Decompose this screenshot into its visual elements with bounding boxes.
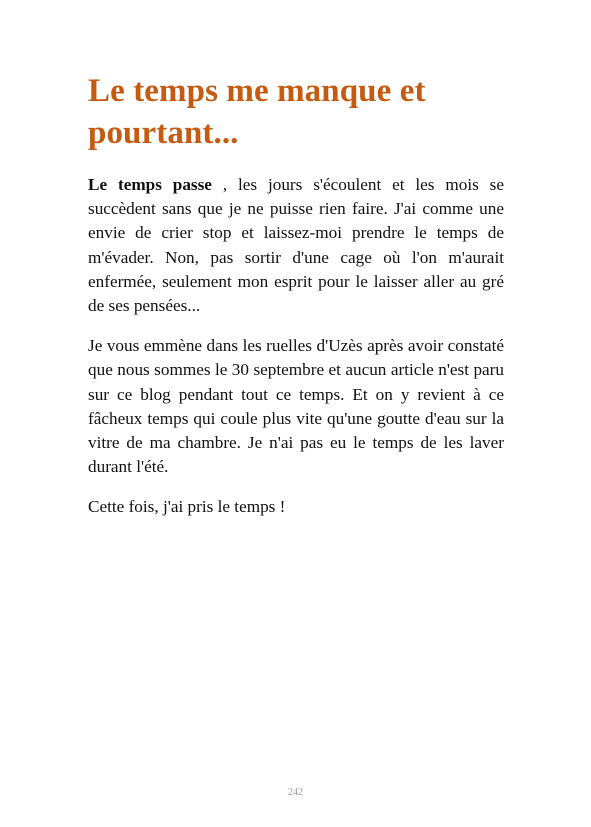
page-number: 242 [288, 787, 303, 798]
paragraph-3: Cette fois, j'ai pris le temps ! [88, 497, 286, 517]
paragraph-2: Je vous emmène dans les ruelles d'Uzès après avoir constaté que nous sommes le 30 septembre et aucun article n'est paru sur ce blog pendant tout ce temps. Et on y revient à ce fâcheux temps qui coule plus vite qu'une goutte d'eau sur la vitre de ma chambre. Je n'ai pas eu le temps de les laver durant l'été. [88, 336, 504, 477]
page-title: Le temps me manque et pourtant... [88, 73, 426, 151]
page-content [88, 70, 504, 520]
paragraph-1-text: , les jours s'écoulent et les mois se succèdent sans que je ne puisse rien faire. J'ai comme une envie de crier stop et laissez-moi prendre le temps de m'évader. Non, pas sortir d'une cage où l'on m'aurait enfermée, seulement mon esprit pour le laisser aller au gré de ses pensées... [88, 175, 504, 316]
paragraph-1 [88, 173, 504, 318]
paragraph-1-lead: Le temps passe [88, 175, 212, 194]
